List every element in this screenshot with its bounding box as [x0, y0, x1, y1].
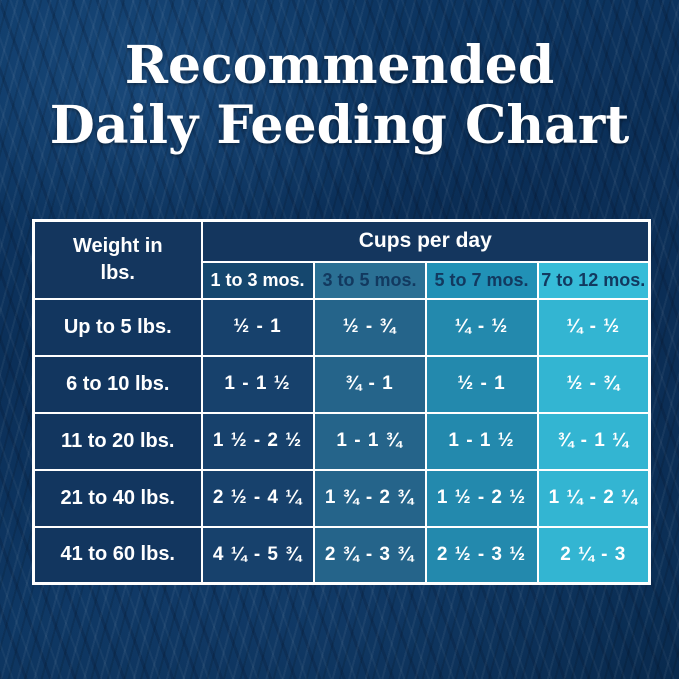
cups-value: 1 - 1 ½ — [426, 413, 538, 470]
cups-value: ½ - 1 — [426, 356, 538, 413]
cups-value: ½ - ¾ — [314, 299, 426, 356]
cups-value: 1 ½ - 2 ½ — [202, 413, 314, 470]
cups-value: 1 - 1 ½ — [202, 356, 314, 413]
table-header-group-row — [34, 221, 650, 262]
feeding-chart-table — [32, 219, 651, 585]
weight-header-line1: Weight in — [72, 234, 163, 257]
weight-label: 6 to 10 lbs. — [34, 356, 202, 413]
table-row — [34, 527, 650, 584]
cups-value: 4 ¼ - 5 ¾ — [202, 527, 314, 584]
weight-column-header — [34, 221, 202, 299]
cups-value: 1 ¼ - 2 ¼ — [538, 470, 650, 527]
cups-value: ¼ - ½ — [426, 299, 538, 356]
cups-value: 2 ¾ - 3 ¾ — [314, 527, 426, 584]
weight-label: Up to 5 lbs. — [34, 299, 202, 356]
table-row — [34, 356, 650, 413]
weight-label: 41 to 60 lbs. — [34, 527, 202, 584]
weight-label: 21 to 40 lbs. — [34, 470, 202, 527]
cups-value: ¼ - ½ — [538, 299, 650, 356]
cups-value: ¾ - 1 ¼ — [538, 413, 650, 470]
age-header-1-to-3-mos: 1 to 3 mos. — [202, 262, 314, 299]
weight-label: 11 to 20 lbs. — [34, 413, 202, 470]
page-title — [0, 0, 679, 156]
age-header-7-to-12-mos: 7 to 12 mos. — [538, 262, 650, 299]
cups-value: 2 ½ - 4 ¼ — [202, 470, 314, 527]
cups-value: 2 ¼ - 3 — [538, 527, 650, 584]
cups-value: 1 ½ - 2 ½ — [426, 470, 538, 527]
age-header-3-to-5-mos: 3 to 5 mos. — [314, 262, 426, 299]
weight-header-line2: lbs. — [100, 261, 135, 284]
table-row — [34, 413, 650, 470]
cups-value: ½ - ¾ — [538, 356, 650, 413]
cups-value: ¾ - 1 — [314, 356, 426, 413]
cups-per-day-header: Cups per day — [202, 221, 650, 262]
age-header-5-to-7-mos: 5 to 7 mos. — [426, 262, 538, 299]
page-title-line1: Recommended — [124, 35, 555, 96]
table-row — [34, 470, 650, 527]
cups-value: ½ - 1 — [202, 299, 314, 356]
cups-value: 1 ¾ - 2 ¾ — [314, 470, 426, 527]
page-title-line2: Daily Feeding Chart — [49, 94, 630, 156]
cups-value: 1 - 1 ¾ — [314, 413, 426, 470]
cups-value: 2 ½ - 3 ½ — [426, 527, 538, 584]
table-row — [34, 299, 650, 356]
